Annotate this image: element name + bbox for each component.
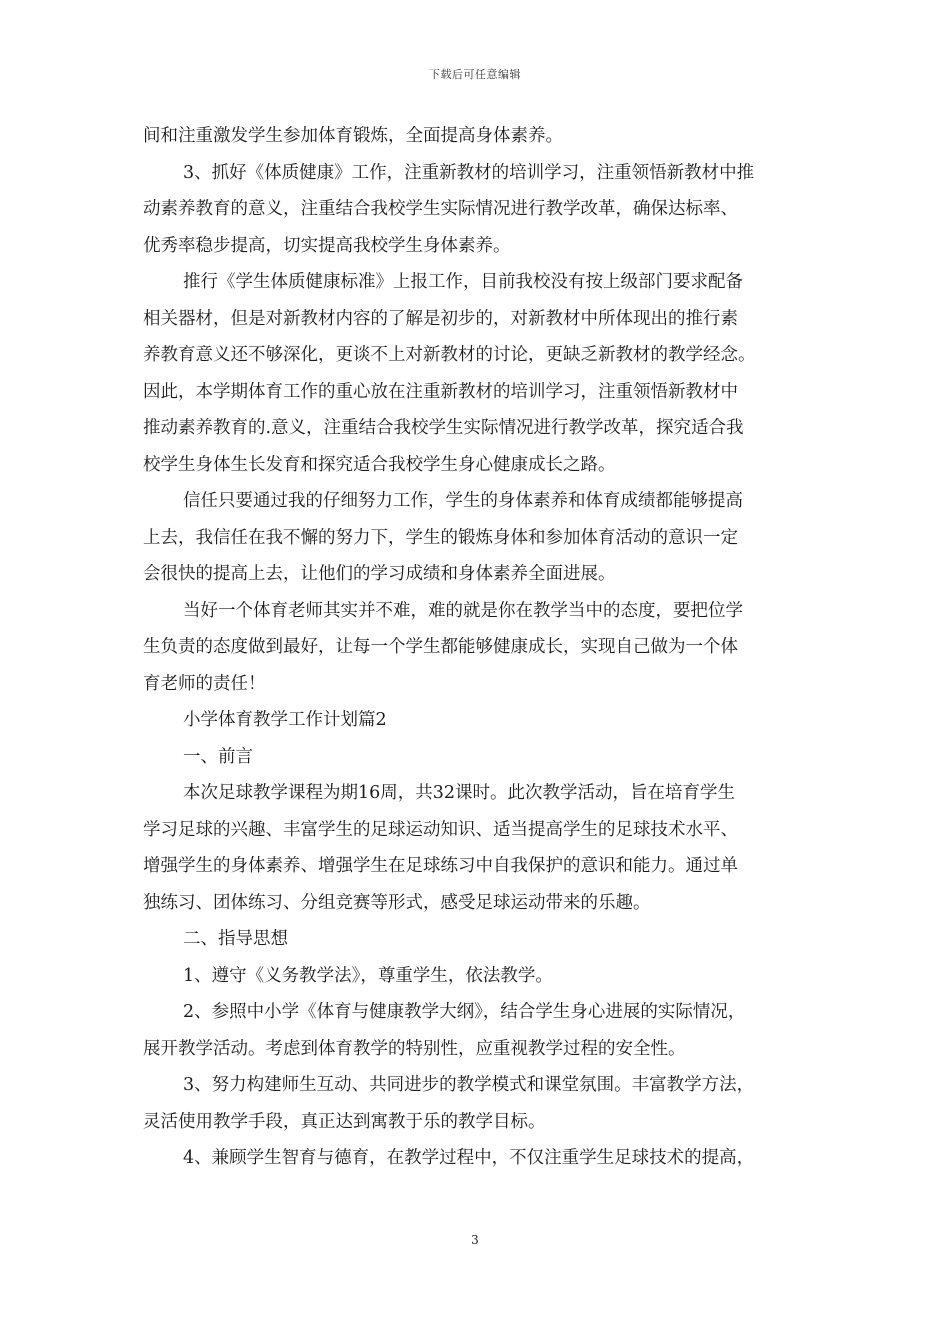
text-line: 会很快的提高上去，让他们的学习成绩和身体素养全面进展。 — [143, 564, 616, 584]
page-number: 3 — [471, 1233, 479, 1247]
text-line: 推动素养教育的.意义，注重结合我校学生实际情况进行教学改革，探究适合我 — [143, 418, 744, 438]
text-line: 间和注重激发学生参加体育锻炼，全面提高身体素养。 — [143, 126, 563, 146]
text-line: 因此，本学期体育工作的重心放在注重新教材的培训学习，注重领悟新教材中 — [143, 381, 738, 402]
text-line: 3、努力构建师生互动、共同进步的教学模式和课堂氛围。丰富教学方法， — [183, 1075, 755, 1095]
text-line: 灵活使用教学手段，真正达到寓教于乐的教学目标。 — [143, 1111, 546, 1132]
text-line: 校学生身体生长发育和探究适合我校学生身心健康成长之路。 — [143, 454, 616, 475]
text-line: 独练习、团体练习、分组竞赛等形式，感受足球运动带来的乐趣。 — [143, 892, 651, 913]
header-note: 下载后可任意编辑 — [429, 68, 521, 81]
text-line: 学习足球的兴趣、丰富学生的足球运动知识、适当提高学生的足球技术水平、 — [143, 819, 738, 840]
text-line: 增强学生的身体素养、增强学生在足球练习中自我保护的意识和能力。通过单 — [143, 856, 738, 876]
text-line: 相关器材，但是对新教材内容的了解是初步的，对新教材中所体现出的推行素 — [143, 308, 738, 329]
text-line: 生负责的态度做到最好，让每一个学生都能够健康成长，实现自己做为一个体 — [143, 637, 738, 657]
text-line: 本次足球教学课程为期16周，共32课时。此次教学活动，旨在培育学生 — [183, 783, 736, 803]
body-text — [143, 118, 813, 1177]
section-title: 小学体育教学工作计划篇2 — [183, 710, 387, 730]
text-line: 上去，我信任在我不懈的努力下，学生的锻炼身体和参加体育活动的意识一定 — [143, 527, 738, 548]
text-line: 推行《学生体质健康标准》上报工作，目前我校没有按上级部门要求配备 — [183, 272, 743, 292]
text-line: 信任只要通过我的仔细努力工作，学生的身体素养和体育成绩都能够提高 — [183, 491, 743, 511]
text-line: 2、参照中小学《体育与健康教学大纲》，结合学生身心进展的实际情况， — [183, 1002, 746, 1022]
section-heading: 二、指导思想 — [183, 929, 288, 949]
text-line: 优秀率稳步提高，切实提高我校学生身体素养。 — [143, 235, 511, 256]
text-line: 1、遵守《义务教学法》，尊重学生，依法教学。 — [183, 965, 553, 986]
section-heading: 一、前言 — [183, 746, 253, 767]
text-line: 养教育意义还不够深化，更谈不上对新教材的讨论，更缺乏新教材的教学经念。 — [143, 345, 756, 365]
text-line: 育老师的责任！ — [143, 673, 266, 694]
text-line: 动素养教育的意义，注重结合我校学生实际情况进行教学改革，确保达标率、 — [143, 199, 738, 219]
text-line: 4、兼顾学生智育与德育，在教学过程中，不仅注重学生足球技术的提高， — [183, 1148, 755, 1168]
text-line: 3、抓好《体质健康》工作，注重新教材的培训学习，注重领悟新教材中推 — [183, 162, 755, 183]
text-line: 展开教学活动。考虑到体育教学的特别性，应重视教学过程的安全性。 — [143, 1038, 686, 1059]
text-line: 当好一个体育老师其实并不难，难的就是你在教学当中的态度，要把位学 — [183, 600, 743, 621]
